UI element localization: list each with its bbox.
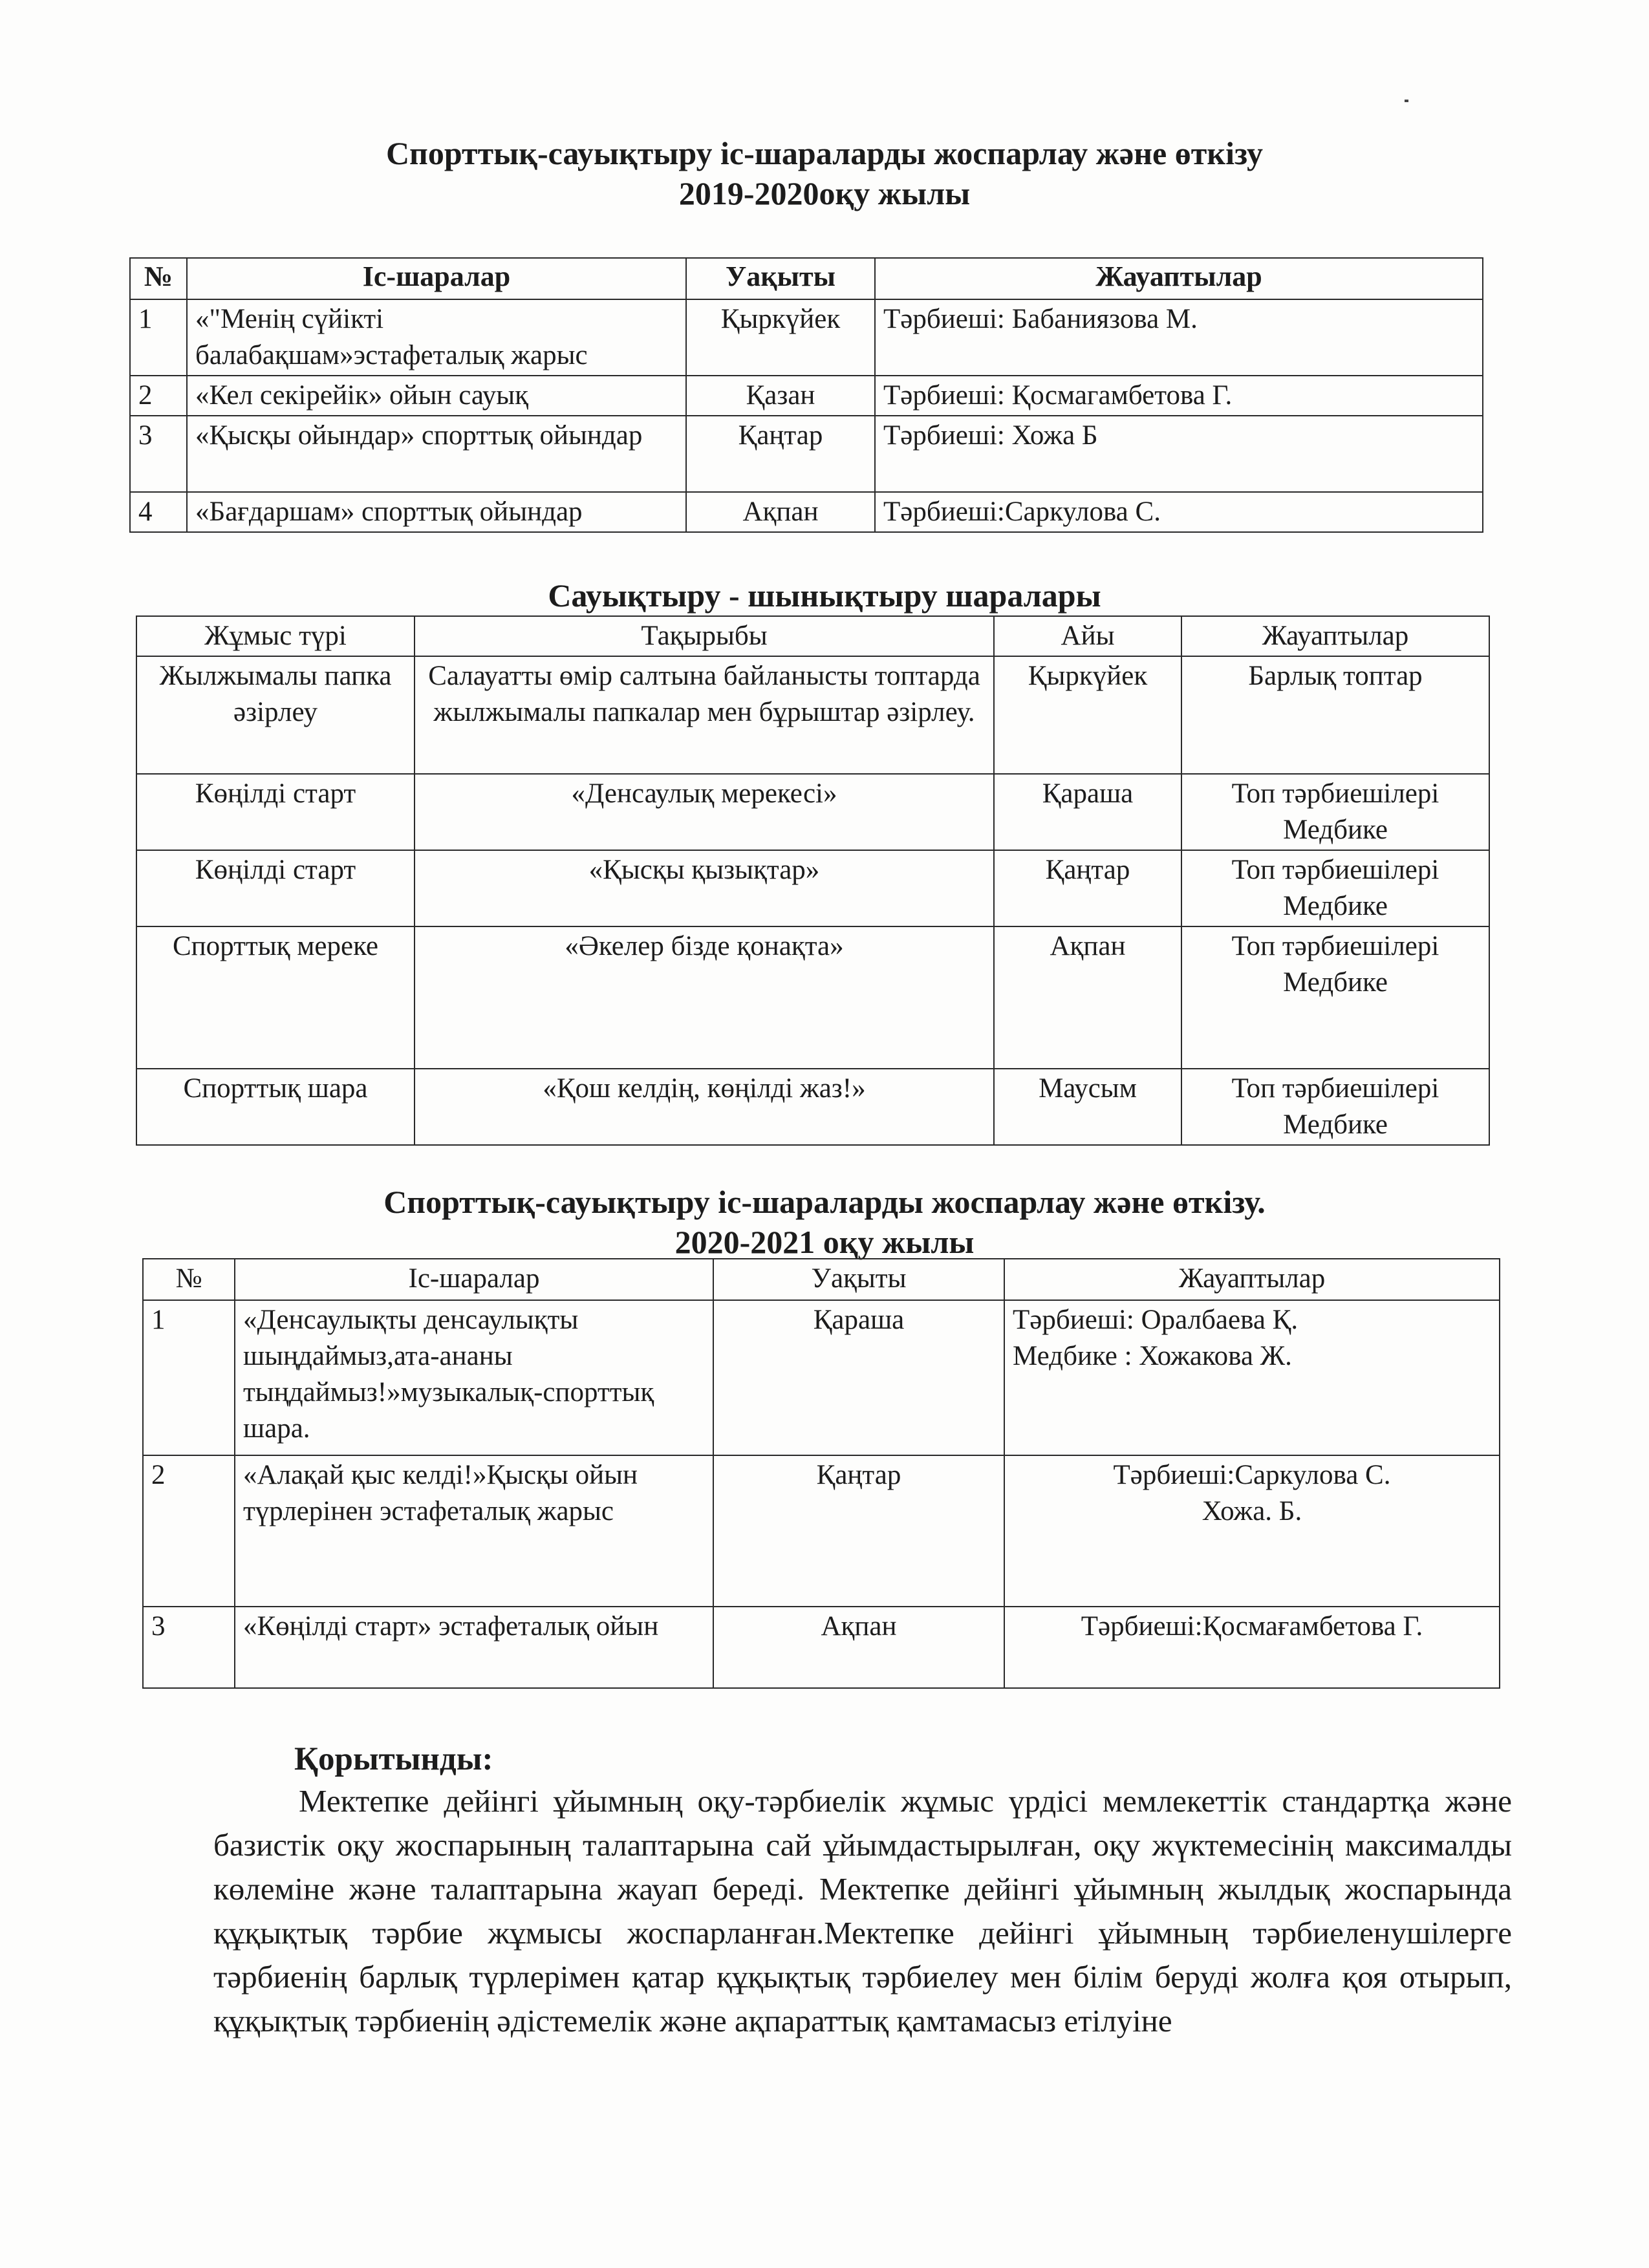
row-num: 1 xyxy=(143,1300,235,1455)
responsible-line: Тәрбиеші:Қосмағамбетова Г. xyxy=(1081,1611,1423,1642)
row-responsible xyxy=(1181,850,1489,926)
table-row xyxy=(136,926,1489,1069)
row-event: «"Менің сүйікті балабақшам»эстафеталық жарыс xyxy=(187,299,686,376)
row-event: «Бағдаршам» спорттық ойындар xyxy=(187,492,686,532)
row-time: Ақпан xyxy=(686,492,875,532)
responsible-line: Топ тәрбиешілері xyxy=(1231,778,1439,809)
table-header-row xyxy=(143,1259,1500,1300)
row-event: «Көңілді старт» эстафеталық ойын xyxy=(235,1607,713,1688)
table-row xyxy=(130,376,1483,416)
header-responsible: Жауаптылар xyxy=(1181,616,1489,656)
row-responsible xyxy=(1181,774,1489,850)
row-work-type: Көңілді старт xyxy=(136,850,415,926)
row-responsible: Тәрбиеші:Саркулова С. xyxy=(875,492,1483,532)
row-time: Қараша xyxy=(713,1300,1004,1455)
row-responsible xyxy=(1004,1455,1500,1607)
header-events: Іс-шаралар xyxy=(187,258,686,299)
row-num: 3 xyxy=(143,1607,235,1688)
table-row xyxy=(143,1455,1500,1607)
section-title-2020 xyxy=(0,1182,1649,1262)
row-month: Маусым xyxy=(994,1069,1181,1145)
responsible-line: Барлық топтар xyxy=(1248,661,1423,691)
row-time: Қыркүйек xyxy=(686,299,875,376)
row-num: 1 xyxy=(130,299,187,376)
row-topic: «Денсаулық мерекесі» xyxy=(415,774,994,850)
events-table-2020 xyxy=(142,1258,1500,1689)
row-month: Ақпан xyxy=(994,926,1181,1069)
row-work-type: Көңілді старт xyxy=(136,774,415,850)
table-row xyxy=(136,850,1489,926)
responsible-line: Тәрбиеші: Оралбаева Қ. xyxy=(1013,1305,1299,1335)
row-responsible: Тәрбиеші: Қосмагамбетова Г. xyxy=(875,376,1483,416)
title-line-2: 2020-2021 оқу жылы xyxy=(674,1224,975,1260)
header-time: Уақыты xyxy=(713,1259,1004,1300)
section-title-2019 xyxy=(0,133,1649,213)
row-month: Қараша xyxy=(994,774,1181,850)
row-topic: «Әкелер бізде қонақта» xyxy=(415,926,994,1069)
row-time: Қаңтар xyxy=(713,1455,1004,1607)
title-line-1: Спорттық-сауықтыру іс-шараларды жоспарлау және өткізу. xyxy=(383,1184,1266,1220)
scan-speck xyxy=(1405,100,1408,102)
responsible-line: Медбике xyxy=(1283,891,1388,921)
row-event: «Кел секірейік» ойын сауық xyxy=(187,376,686,416)
header-responsible: Жауаптылар xyxy=(1004,1259,1500,1300)
table-header-row xyxy=(130,258,1483,299)
header-responsible: Жауаптылар xyxy=(875,258,1483,299)
row-time: Ақпан xyxy=(713,1607,1004,1688)
row-responsible xyxy=(1004,1607,1500,1688)
row-work-type: Спорттық шара xyxy=(136,1069,415,1145)
table-row xyxy=(136,1069,1489,1145)
row-work-type: Жылжымалы папка әзірлеу xyxy=(136,656,415,774)
header-topic: Тақырыбы xyxy=(415,616,994,656)
health-measures-table xyxy=(136,615,1490,1146)
responsible-line: Топ тәрбиешілері xyxy=(1231,931,1439,961)
header-work-type: Жұмыс түрі xyxy=(136,616,415,656)
row-num: 2 xyxy=(130,376,187,416)
table-row xyxy=(130,299,1483,376)
row-event: «Қысқы ойындар» спорттық ойындар xyxy=(187,416,686,492)
header-events: Іс-шаралар xyxy=(235,1259,713,1300)
responsible-line: Медбике : Хожакова Ж. xyxy=(1013,1341,1292,1371)
row-responsible: Тәрбиеші: Бабаниязова М. xyxy=(875,299,1483,376)
table-row xyxy=(130,492,1483,532)
row-responsible: Тәрбиеші: Хожа Б xyxy=(875,416,1483,492)
row-responsible xyxy=(1181,1069,1489,1145)
table-row xyxy=(130,416,1483,492)
header-time: Уақыты xyxy=(686,258,875,299)
row-num: 2 xyxy=(143,1455,235,1607)
row-time: Қазан xyxy=(686,376,875,416)
header-num: № xyxy=(143,1259,235,1300)
responsible-line: Топ тәрбиешілері xyxy=(1231,855,1439,885)
table-row xyxy=(143,1607,1500,1688)
row-responsible xyxy=(1181,926,1489,1069)
section-title-health: Сауықтыру - шынықтыру шаралары xyxy=(548,577,1101,614)
table-row xyxy=(143,1300,1500,1455)
row-num: 3 xyxy=(130,416,187,492)
events-table-2019 xyxy=(129,257,1483,533)
table-header-row xyxy=(136,616,1489,656)
row-topic: «Қош келдің, көңілді жаз!» xyxy=(415,1069,994,1145)
table-row xyxy=(136,774,1489,850)
row-work-type: Спорттық мереке xyxy=(136,926,415,1069)
responsible-line: Медбике xyxy=(1283,967,1388,998)
conclusion-title: Қорытынды: xyxy=(294,1741,493,1777)
responsible-line: Медбике xyxy=(1283,1109,1388,1140)
title-line-1: Спорттық-сауықтыру іс-шараларды жоспарлау және өткізу xyxy=(385,135,1264,171)
row-topic: Салауатты өмір салтына байланысты топтарда жылжымалы папкалар мен бұрыштар әзірлеу. xyxy=(415,656,994,774)
row-month: Қаңтар xyxy=(994,850,1181,926)
row-event: «Денсаулықты денсаулықты шыңдаймыз,ата-ананы тыңдаймыз!»музыкалық-спорттық шара. xyxy=(235,1300,713,1455)
row-responsible xyxy=(1181,656,1489,774)
row-month: Қыркүйек xyxy=(994,656,1181,774)
row-topic: «Қысқы қызықтар» xyxy=(415,850,994,926)
header-month: Айы xyxy=(994,616,1181,656)
header-num: № xyxy=(130,258,187,299)
conclusion-paragraph: Мектепке дейінгі ұйымның оқу-тәрбиелік жұмыс үрдісі мемлекеттік стандартқа және базистік оқу жоспарының талаптарына сай ұйымдастырылған, оқу жүктемесінің максималды көлеміне және талаптарына жауап береді. Мектепке дейінгі ұйымның жылдық жоспарында құқықтық тәрбие жұмысы жоспарланған.Мектепке дейінгі ұйымның тәрбиеленушілерге тәрбиенің барлық түрлерімен қатар құқықтық тәрбиелеу мен білім беруді жолға қоя отырып, құқықтық тәрбиенің әдістемелік және ақпараттық қамтамасыз етілуіне xyxy=(213,1783,1512,2038)
row-time: Қаңтар xyxy=(686,416,875,492)
title-line-2: 2019-2020оқу жылы xyxy=(678,175,971,211)
table-row xyxy=(136,656,1489,774)
responsible-line: Тәрбиеші:Саркулова С. xyxy=(1113,1460,1391,1490)
responsible-line: Хожа. Б. xyxy=(1202,1496,1302,1526)
row-num: 4 xyxy=(130,492,187,532)
responsible-line: Медбике xyxy=(1283,815,1388,845)
row-event: «Алақай қыс келді!»Қысқы ойын түрлерінен эстафеталық жарыс xyxy=(235,1455,713,1607)
row-responsible xyxy=(1004,1300,1500,1455)
responsible-line: Топ тәрбиешілері xyxy=(1231,1073,1439,1104)
